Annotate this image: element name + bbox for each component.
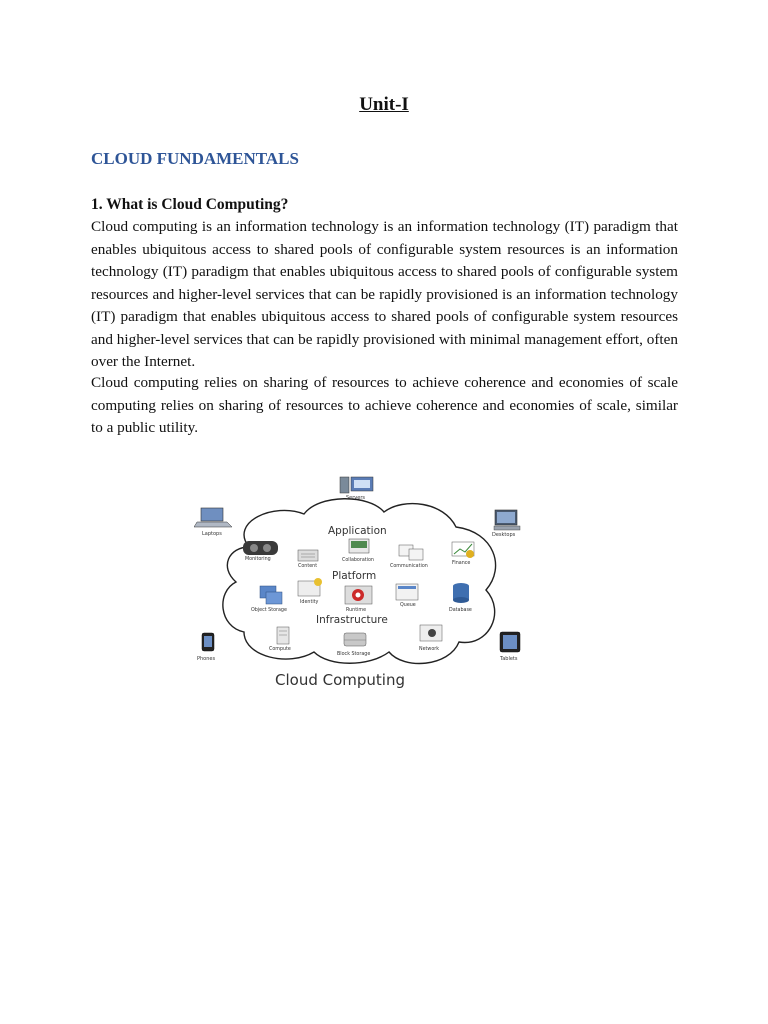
cloud-computing-figure — [194, 472, 526, 694]
paragraph-definition: Cloud computing is an information technology is an information technology (IT) paradigm that enables ubiquitous access to shared pools of configurable system resources is an information technology (IT) paradigm that enables ubiquitous access to shared pools of configurable system resources and higher-level services that can be rapidly provisioned is an information technology (IT) paradigm that enables ubiquitous access to shared pools of configurable system resources and higher-level services that can be rapidly provisioned with minimal management effort, often over the Internet. — [91, 218, 678, 370]
tablet-icon — [500, 632, 520, 652]
tablets-label: Tablets — [500, 656, 518, 662]
infrastructure-layer-label: Infrastructure — [316, 614, 388, 626]
monitoring-icon — [243, 541, 278, 555]
paragraph-sharing: Cloud computing relies on sharing of resources to achieve coherence and economies of scale computing relies on sharing of resources to achieve coherence and economies of scale, similar to a public utility. — [91, 374, 678, 436]
compute-icon — [277, 627, 289, 644]
platform-layer-label: Platform — [332, 570, 377, 582]
servers-label: Servers — [346, 495, 366, 501]
phones-label: Phones — [197, 656, 216, 662]
laptops-label: Laptops — [202, 531, 222, 537]
section-heading: CLOUD FUNDAMENTALS — [91, 149, 299, 168]
network-label: Network — [419, 647, 440, 652]
collaboration-icon — [349, 539, 369, 553]
communication-label: Communication — [390, 564, 428, 569]
queue-icon — [396, 584, 418, 600]
finance-label: Finance — [452, 561, 471, 566]
database-icon — [453, 583, 469, 603]
figure-caption: Cloud Computing — [275, 671, 405, 689]
cloud-diagram — [194, 472, 526, 694]
laptop-icon — [194, 508, 232, 527]
phone-icon — [202, 633, 214, 651]
desktop-icon — [494, 510, 520, 530]
collaboration-label: Collaboration — [342, 558, 374, 563]
block-storage-label: Block Storage — [337, 652, 371, 657]
network-icon — [420, 625, 442, 641]
monitoring-label: Monitoring — [245, 557, 271, 562]
content-label: Content — [298, 564, 318, 569]
page-title: Unit-I — [359, 94, 409, 115]
finance-icon — [452, 542, 474, 558]
object-storage-label: Object Storage — [251, 608, 287, 613]
database-label: Database — [449, 608, 472, 613]
servers-icon — [340, 477, 373, 493]
compute-label: Compute — [269, 647, 291, 652]
desktops-label: Desktops — [492, 532, 516, 538]
block-storage-icon — [344, 633, 366, 646]
question-heading: 1. What is Cloud Computing? — [91, 196, 289, 213]
runtime-label: Runtime — [346, 608, 367, 613]
application-layer-label: Application — [328, 525, 387, 537]
runtime-icon — [345, 586, 372, 604]
content-icon — [298, 550, 318, 561]
queue-label: Queue — [400, 603, 416, 608]
identity-label: Identity — [300, 600, 319, 605]
